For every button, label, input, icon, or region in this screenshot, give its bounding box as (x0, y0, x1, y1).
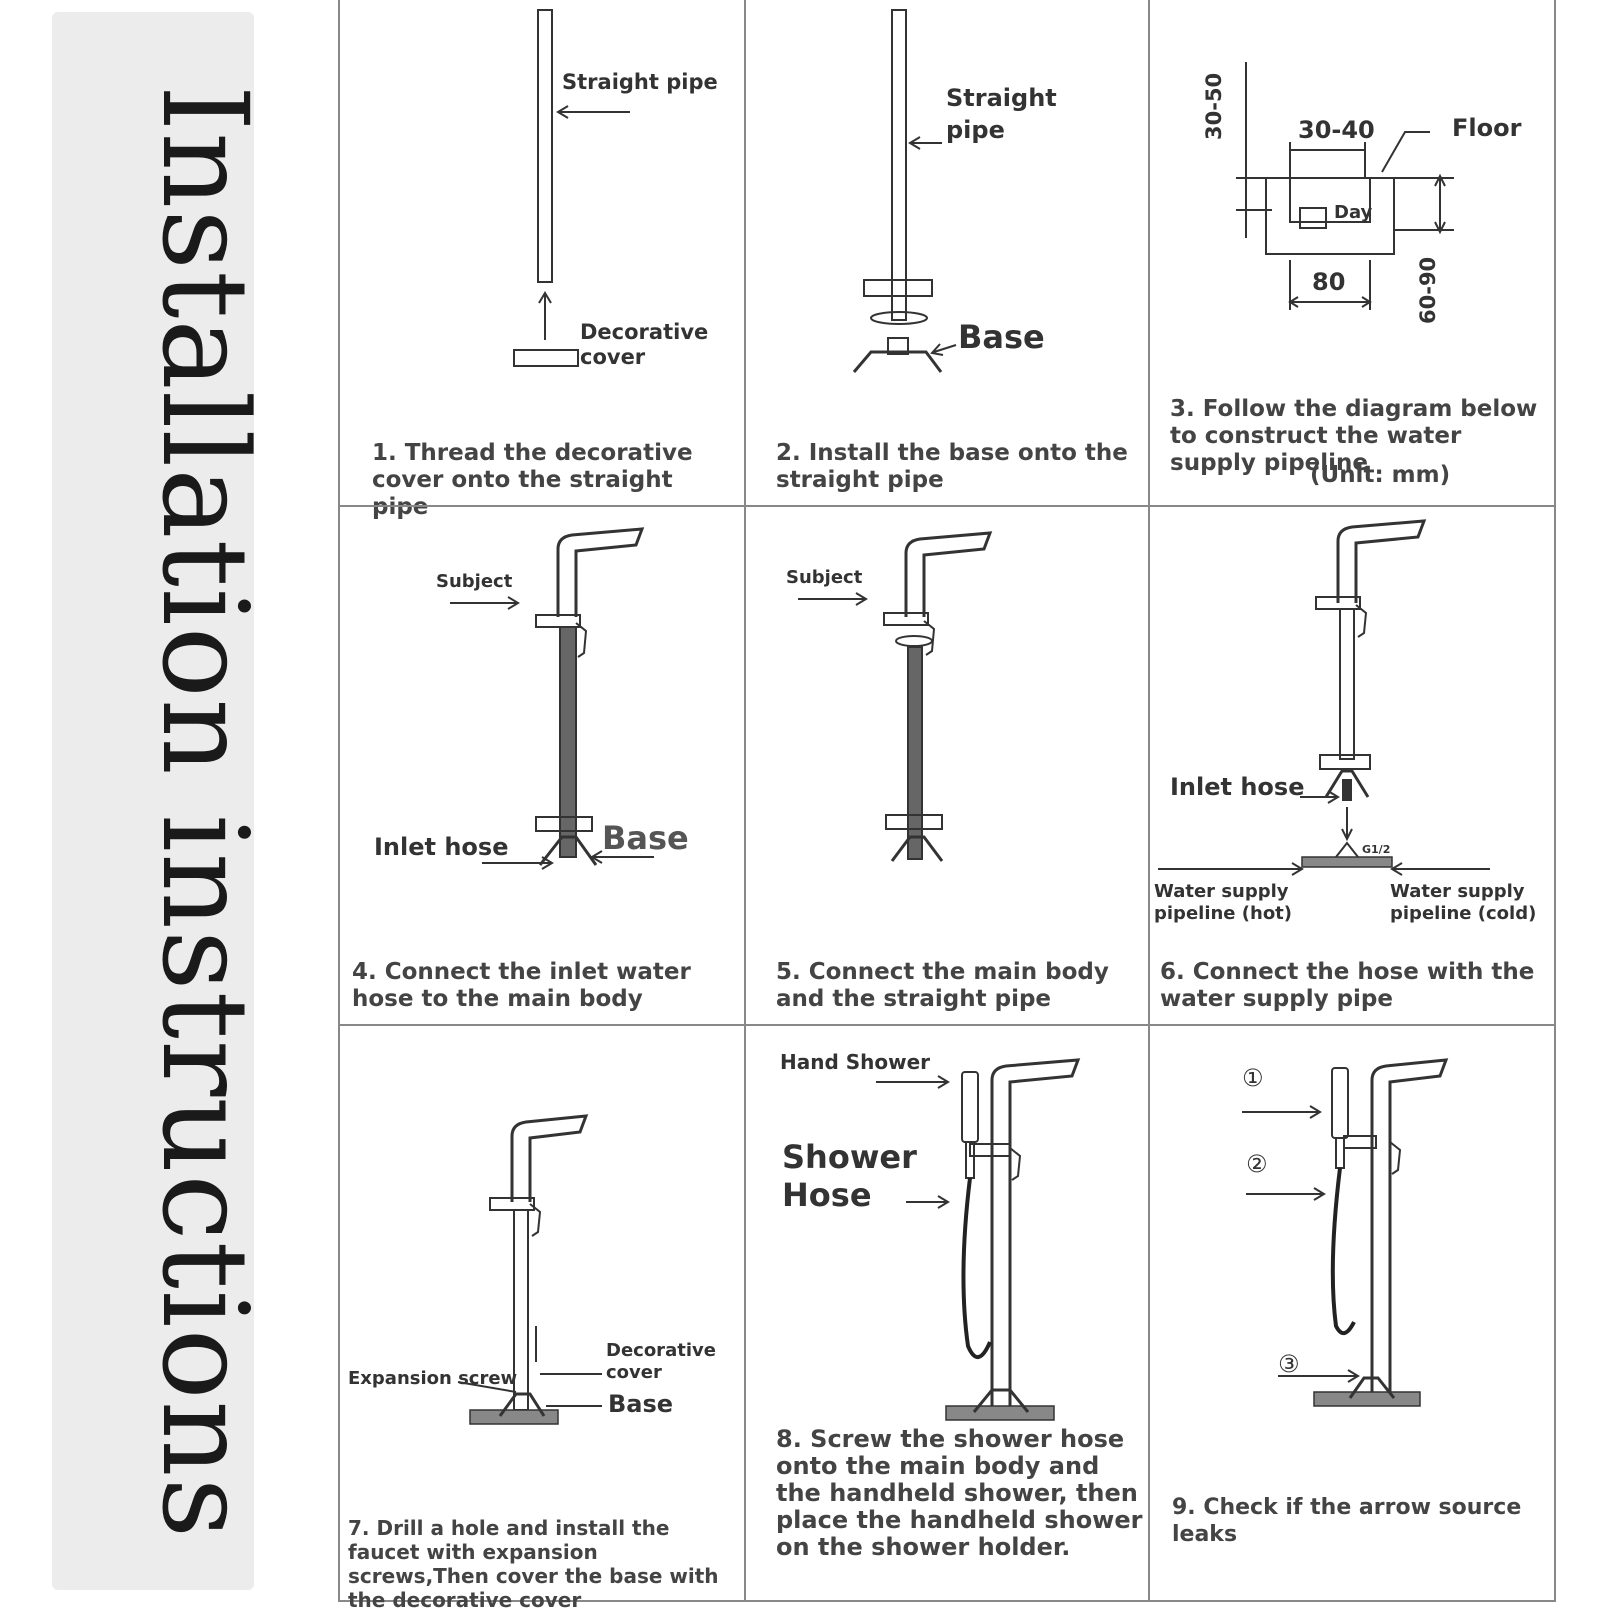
faucet-spout-shape (512, 1116, 586, 1202)
inlet-hose-shape (560, 627, 576, 857)
label-base: Base (602, 819, 689, 857)
step-3-unit: (Unit: mm) (1310, 462, 1451, 488)
label-pipe: pipe (946, 116, 1005, 144)
label-subject: Subject (436, 571, 513, 592)
base-floor-shape (470, 1410, 558, 1424)
straight-pipe-shape (908, 647, 922, 859)
step-4-panel (338, 505, 746, 1026)
label-water-hot-1: Water supply (1154, 881, 1289, 902)
label-floor: Floor (1452, 114, 1522, 142)
label-g-half: G1/2 (1362, 843, 1391, 856)
faucet-spout-shape (1372, 1060, 1446, 1392)
water-supply-shape (1302, 857, 1392, 867)
label-water-cold-2: pipeline (cold) (1390, 903, 1537, 924)
label-80: 80 (1312, 268, 1346, 296)
step-6-diagram (1150, 507, 1558, 1028)
label-30-40: 30-40 (1298, 116, 1375, 144)
step-5-caption: 5. Connect the main body and the straight pipe (776, 959, 1109, 1012)
straight-pipe-shape (892, 10, 906, 320)
page-title: Installation instructions (136, 84, 274, 1540)
label-base: Base (958, 318, 1045, 356)
decorative-cover-shape (514, 350, 578, 366)
hand-shower-shape (962, 1072, 978, 1142)
step-2-caption: 2. Install the base onto the straight pipe (776, 440, 1128, 493)
step-3-panel (1148, 0, 1556, 507)
step-6-caption: 6. Connect the hose with the water supply pipe (1160, 959, 1535, 1012)
straight-pipe-shape (538, 10, 552, 282)
label-inlet-hose: Inlet hose (374, 833, 509, 861)
label-subject: Subject (786, 567, 863, 588)
label-base: Base (608, 1390, 674, 1418)
step-9-panel (1148, 1024, 1556, 1602)
label-straight-pipe: Straight pipe (562, 70, 718, 94)
label-hand-shower: Hand Shower (780, 1050, 931, 1074)
step-1-caption: 1. Thread the decorative cover onto the straight pipe (372, 440, 693, 520)
step-1-panel (338, 0, 746, 520)
step-8-panel (744, 1024, 1150, 1602)
step-4-diagram (340, 507, 748, 1028)
marker-3: ③ (1278, 1350, 1300, 1378)
label-60-90: 60-90 (1416, 256, 1440, 324)
label-day: Day (1334, 202, 1373, 223)
faucet-spout-shape (992, 1060, 1078, 1406)
instruction-grid (338, 0, 1556, 1612)
label-hose: Hose (782, 1176, 872, 1214)
label-decorative: Decorative (606, 1340, 716, 1361)
step-5-panel (744, 505, 1150, 1026)
faucet-spout-shape (1338, 521, 1424, 603)
label-shower: Shower (782, 1138, 917, 1176)
step-3-caption: 3. Follow the diagram below to construct the water supply pipeline (1170, 396, 1538, 476)
faucet-spout-shape (906, 533, 990, 617)
shower-hose-shape (963, 1178, 990, 1357)
faucet-spout-shape (558, 529, 642, 617)
label-inlet-hose: Inlet hose (1170, 773, 1305, 801)
step-7-caption: 7. Drill a hole and install the faucet with expansion screws,Then cover the base with the decorative cover (348, 1516, 719, 1612)
title-sidebar (52, 12, 274, 1590)
label-water-cold-1: Water supply (1390, 881, 1525, 902)
step-6-panel (1148, 505, 1556, 1026)
step-2-diagram (746, 0, 1152, 509)
step-9-caption: 9. Check if the arrow source leaks (1172, 1495, 1522, 1547)
marker-2: ② (1246, 1150, 1268, 1178)
label-decorative-cover: Decorative cover (580, 320, 709, 369)
label-straight: Straight (946, 84, 1057, 112)
step-7-panel (338, 1024, 746, 1612)
label-water-hot-2: pipeline (hot) (1154, 903, 1293, 924)
step-8-caption: 8. Screw the shower hose onto the main body and the handheld shower, then place the handheld shower on the shower holder. (776, 1425, 1143, 1561)
label-cover: cover (606, 1362, 662, 1383)
label-30-50: 30-50 (1202, 72, 1226, 140)
marker-1: ① (1242, 1064, 1264, 1092)
step-2-panel (744, 0, 1150, 507)
step-4-caption: 4. Connect the inlet water hose to the main body (352, 959, 691, 1012)
label-expansion-screw: Expansion screw (348, 1368, 518, 1389)
